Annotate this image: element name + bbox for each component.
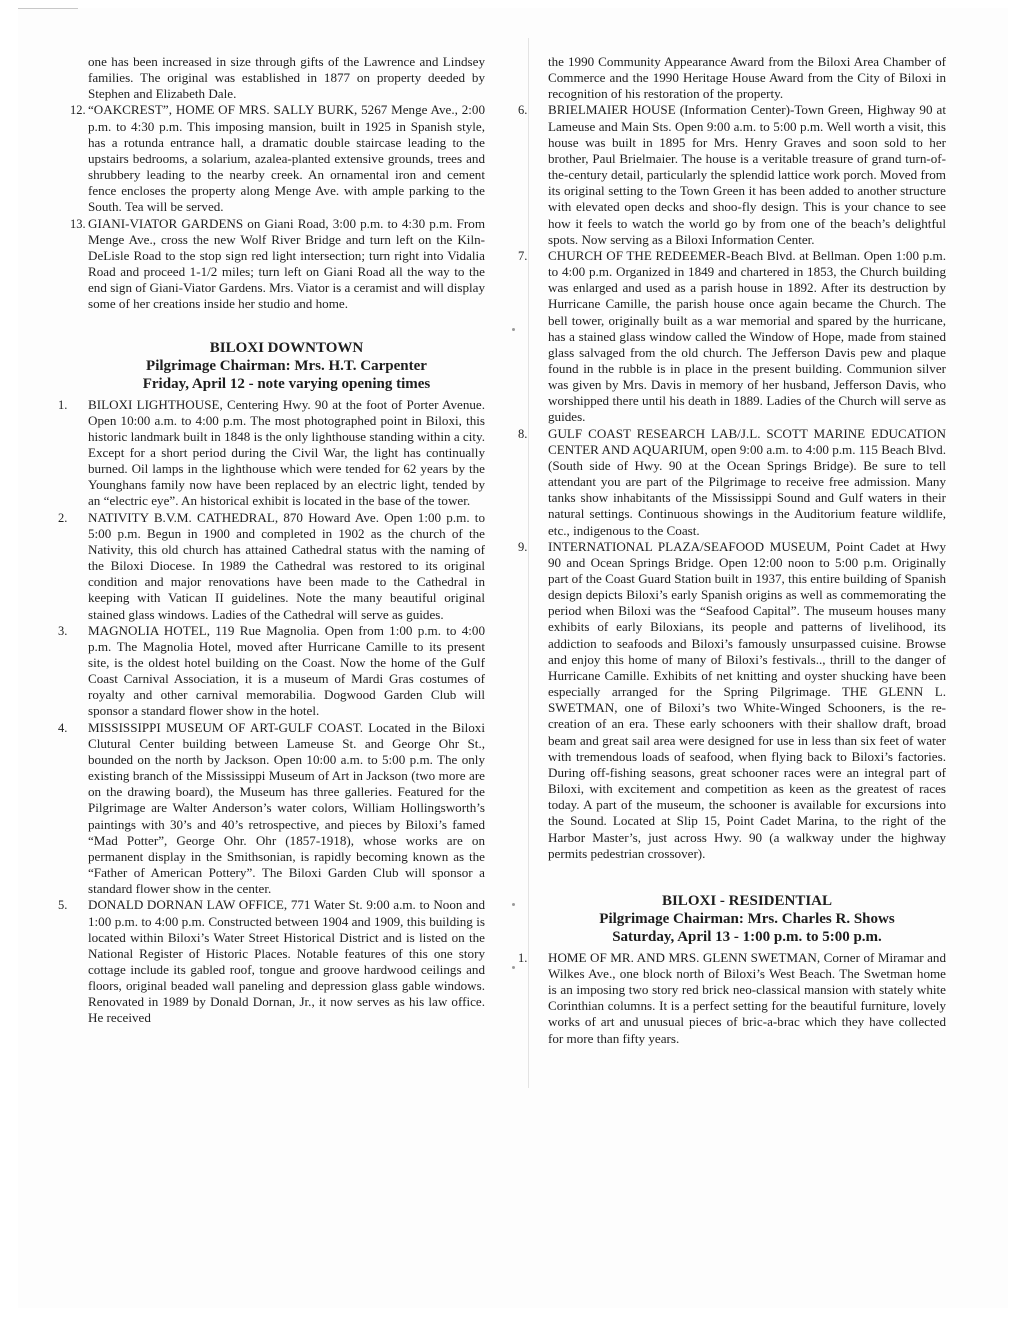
- list-item: [518, 102, 946, 247]
- item-text: “OAKCREST”, HOME OF MRS. SALLY BURK, 5267 Menge Ave., 2:00 p.m. to 4:30 p.m. This imposing mansion, built in 1925 in Spanish style, has a rotunda entrance hall, a dramatic double staircase leading to the upstairs bedrooms, a solarium, azalea-planted extensive grounds, trees and shrubbery leading to the nearby creek. An ornamental iron and cement fence encloses the property along Menge Ave. with ample parking to the South. Tea will be served.: [88, 102, 485, 215]
- list-item: [72, 216, 485, 313]
- list-item: [518, 247, 946, 426]
- list-item: [58, 622, 485, 720]
- list-item: [58, 396, 485, 510]
- item-number: 5.: [58, 898, 68, 913]
- item-text: NATIVITY B.V.M. CATHEDRAL, 870 Howard Ave. Open 1:00 p.m. to 5:00 p.m. Begun in 1900 and completed in 1902 as the church of the Nativity, this old church has attained Cathedral status with the naming of the Biloxi Diocese. In 1989 the Cathedral was restored to its original condition and major renovations have been made to the Cathedral in keeping with Vatican II guidelines. Note the many beautiful original stained glass windows. Ladies of the Cathedral will serve as guides.: [88, 509, 485, 622]
- continuation-paragraph: the 1990 Community Appearance Award from the Biloxi Area Chamber of Commerce and the 1990 Heritage House Award from the City of Biloxi in recognition of his restoration of the property.: [548, 54, 946, 102]
- section-chairman: Pilgrimage Chairman: Mrs. H.T. Carpenter: [146, 357, 427, 374]
- item-number: 8.: [518, 426, 528, 441]
- item-number: 9.: [518, 539, 528, 554]
- item-number: 1.: [58, 397, 68, 412]
- item-text: HOME OF MR. AND MRS. GLENN SWETMAN, Corner of Miramar and Wilkes Ave., one block north of Biloxi’s West Beach. The Swetman home is an imposing two story red brick neo-classical mansion with stately white Corinthian columns. It is a perfect setting for the beautiful furniture, lovely works of art and unusual pieces of bric-a-brac which they have collected for more than fifty years.: [548, 949, 946, 1046]
- page-corner-line: [18, 8, 78, 29]
- item-number: 7.: [518, 248, 528, 263]
- item-text: DONALD DORNAN LAW OFFICE, 771 Water St. 9:00 a.m. to Noon and 1:00 p.m. to 4:00 p.m. Constructed between 1904 and 1909, this building is located within Biloxi’s Water Street Historical District and is listed on the National Register of Historic Places. Notable features of this one story cottage include its gabled roof, tongue and groove hardwood ceilings and floors, original beaded wall paneling and depression glass gable windows. Renovated in 1989 by Donald Dornan, Jr., it now serves as his law office. He received: [88, 897, 485, 1026]
- center-fold: [528, 38, 529, 1088]
- section-date: Saturday, April 13 - 1:00 p.m. to 5:00 p.m.: [612, 928, 882, 945]
- scan-speck: [512, 966, 515, 969]
- list-item: [58, 509, 485, 623]
- intro-paragraph: one has been increased in size through gifts of the Lawrence and Lindsey families. The original was established in 1877 on property deeded by Stephen and Elizabeth Dale.: [88, 54, 485, 102]
- section-header-residential: [548, 892, 946, 946]
- section-header-downtown: [88, 339, 485, 393]
- section-title: BILOXI - RESIDENTIAL: [661, 892, 833, 909]
- item-number: 6.: [518, 103, 528, 118]
- section-title: BILOXI DOWNTOWN: [209, 339, 364, 356]
- list-item: [518, 949, 946, 1047]
- item-text: INTERNATIONAL PLAZA/SEAFOOD MUSEUM, Point Cadet at Hwy 90 and Ocean Springs Bridge. Open 12:00 noon to 5:00 p.m. Originally part of the Coast Guard Station built in 1937, this entire building of Spanish design depicts Biloxi’s early Spanish origins as well as commemorating the period when Biloxi was the “Seafood Capital”. The museum houses many exhibits of early Biloxians, its people and patterns of livelihood, its addiction to seafoods and Biloxi’s famously unsurpassed cuisine. Browse and enjoy this home of many of Biloxi’s festivals.., thrill to the danger of Hurricane Camille. Exhibits of net knitting and oyster shucking have been especially arranged for the Spring Pilgrimage. THE GLENN L. SWETMAN, one of Biloxi’s two White-Winged Schooners, is the re-creation of an era. These early schooners with their shallow draft, broad beam and great sail area were designed for use in less than six feet of water with tremendous loads of seafood, when flying back to Biloxi’s factories. During off-fishing seasons, great schooner races were an integral part of Biloxi, with excitement and competition as keen as the greatest of races today. A part of the museum, the schooner is available for excursions into the Sound. Located at Slip 15, Point Cadet Marina, to the right of the Harbor Master’s, just across Hwy. 90 (a walkway under the highway permits pedestrian crossover).: [548, 538, 946, 861]
- item-number: 4.: [58, 720, 68, 735]
- item-text: GULF COAST RESEARCH LAB/J.L. SCOTT MARINE EDUCATION CENTER AND AQUARIUM, open 9:00 a.m. to 4:00 p.m. 115 Beach Blvd. (South side of Hwy. 90 at the Ocean Springs Bridge). Be sure to tell attendant you are part of the Pilgrimage to receive free admission. Many tanks show inhabitants of the Mississippi Sound and Gulf waters in their natural settings. Continuous showings in the Auditorium feature wildlife, etc., indigenous to the Coast.: [548, 425, 946, 538]
- item-number: 2.: [58, 510, 68, 525]
- item-text: BRIELMAIER HOUSE (Information Center)-Town Green, Highway 90 at Lameuse and Main Sts. Open 9:00 a.m. to 5:00 p.m. Well worth a visit, this house was built in 1895 for Mrs. Henry Graves and soon sold to her brother, Paul Brielmaier. The house is a veritable treasure of grand turn-of-the-century detail, particularly the splendid lattice work porch. Moved from its original setting to the Town Green it has been added to another structure with elevated open decks and shoo-fly design. This is your chance to see how it feels to watch the world go by from one of the beach’s delightful spots. Now serving as a Biloxi Information Center.: [548, 102, 946, 247]
- item-number: 1.: [518, 950, 528, 965]
- list-item: [58, 897, 485, 1026]
- item-text: MISSISSIPPI MUSEUM OF ART-GULF COAST. Located in the Biloxi Clutural Center building between Lameuse St. and George Ohr St., bounded on the north by Jackson. Open 10:00 a.m. to 5:00 p.m. The only existing branch of the Mississippi Museum of Art in Jackson (two more are on the drawing board), the Museum has three galleries. Featured for the Pilgrimage are Walter Anderson’s water colors, William Hollingsworth’s paintings with 30’s and 40’s retrospective, and pieces by Biloxi’s famed “Mad Potter”, George Ohr. Ohr (1857-1918), whose works are on permanent display in the Smithsonian, is rapidly becoming known as the “Father of American Pottery”. The Biloxi Garden Club will sponsor a standard flower show in the center.: [88, 719, 485, 897]
- item-number: 3.: [58, 623, 68, 638]
- list-item: [518, 425, 946, 539]
- item-text: BILOXI LIGHTHOUSE, Centering Hwy. 90 at the foot of Porter Avenue. Open 10:00 a.m. to 4:00 p.m. The most photographed point in Biloxi, this historic landmark built in 1848 is the only lighthouse standing within a city. Except for a short period during the Civil War, the light has continually burned. Oil lamps in the lighthouse which were tended for 62 years by the Younghans family now have been replaced by an electric light, tended by an “electric eye”. An historical exhibit is located in the base of the tower.: [88, 396, 485, 509]
- item-text: CHURCH OF THE REDEEMER-Beach Blvd. at Bellman. Open 1:00 p.m. to 4:00 p.m. Organized in 1849 and chartered in 1853, the Church building was enlarged and used as a parish house in 1892. After its destruction by Hurricane Camille, the parish house once again became the Church. The bell tower, originally built as a war memorial and spared by the hurricane, has a stained glass window called the Window of Hope, made from stained glass salvaged from the old church. The Jefferson Davis pew and plaque found in the rubble is in place in the present building. Communion silver was given by Mrs. Davis in memory of her husband, Jefferson Davis, who worshipped there until his death in 1889. Ladies of the Church will serve as guides.: [548, 247, 946, 425]
- item-text: MAGNOLIA HOTEL, 119 Rue Magnolia. Open from 1:00 p.m. to 4:00 p.m. The Magnolia Hotel, moved after Hurricane Camille to its present site, is the oldest hotel building on the Coast. Now the home of the Gulf Coast Carnival Association, it is a museum of Mardi Gras costumes of royalty and other carnival memorabilia. Dogwood Garden Club will sponsor a standard flower show in the hotel.: [88, 622, 485, 719]
- item-number: 12.: [70, 103, 86, 118]
- list-item: [72, 102, 485, 215]
- scan-speck: [512, 328, 515, 331]
- item-number: 13.: [70, 216, 86, 231]
- left-column: [58, 54, 485, 1027]
- list-item: [58, 719, 485, 898]
- right-column: [518, 54, 946, 1047]
- item-text: GIANI-VIATOR GARDENS on Giani Road, 3:00 p.m. to 4:30 p.m. From Menge Ave., cross the new Wolf River Bridge and turn left on the Kiln-DeLisle Road to the stop sign red light intersection; turn right into Vidalia Road and proceed 1-1/2 miles; turn left on Giani Road all the way to the end sign of Giani-Viator Gardens. Mrs. Viator is a ceramist and will display some of her creations inside her studio and home.: [88, 215, 485, 312]
- list-item: [518, 538, 946, 862]
- section-date: Friday, April 12 - note varying opening times: [142, 375, 431, 392]
- scan-speck: [512, 903, 515, 906]
- section-chairman: Pilgrimage Chairman: Mrs. Charles R. Shows: [599, 910, 895, 927]
